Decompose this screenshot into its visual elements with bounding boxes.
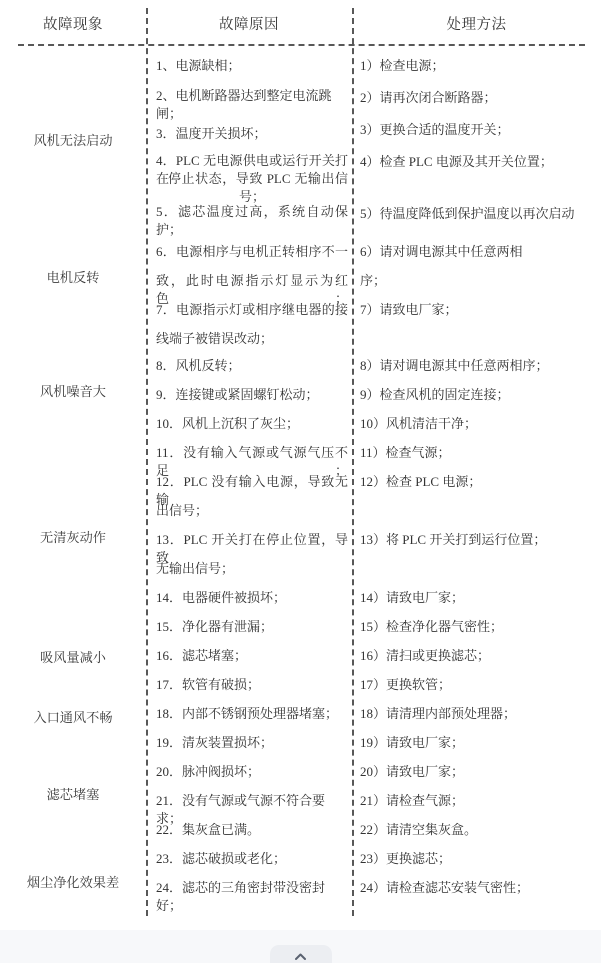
cause-line: 12．PLC 没有输入电源，导致无输: [156, 474, 348, 507]
cause-line: 18．内部不锈钢预处理器堵塞；: [156, 706, 339, 721]
cause-line: 护；: [156, 222, 183, 237]
remedy-line: 3）更换合适的温度开关；: [360, 122, 510, 137]
cause-line: 无输出信号；: [156, 561, 235, 576]
cause-line: 3．温度开关损坏；: [156, 126, 267, 141]
remedy-line: 11）检查气源；: [360, 445, 451, 460]
remedy-line: 序；: [360, 273, 387, 288]
remedy-line: 8）请对调电源其中任意两相序；: [360, 358, 549, 373]
remedy-line: 5）待温度降低到保护温度以再次启动: [360, 206, 575, 221]
remedy-line: 4）检查 PLC 电源及其开关位置；: [360, 154, 553, 169]
column-header-remedy: 处理方法: [446, 17, 507, 33]
cause-line: 14．电器硬件被损坏；: [156, 590, 287, 605]
page-footer-area: [0, 930, 601, 963]
remedy-line: 16）清扫或更换滤芯；: [360, 648, 491, 663]
cause-line: 5．滤芯温度过高，系统自动保: [156, 204, 348, 219]
cause-line: 出信号；: [156, 503, 209, 518]
remedy-line: 14）请致电厂家；: [360, 590, 465, 605]
phenomenon-label: 烟尘净化效果差: [26, 875, 120, 890]
column-header-cause: 故障原因: [219, 17, 279, 33]
cause-line: 13．PLC 开关打在停止位置，导致: [156, 532, 348, 565]
remedy-line: 2）请再次闭合断路器；: [360, 90, 497, 105]
remedy-line: 13）将 PLC 开关打到运行位置；: [360, 532, 547, 547]
phenomenon-label: 吸风量减小: [40, 650, 106, 665]
remedy-line: 15）检查净化器气密性；: [360, 619, 504, 634]
cause-line: 22．集灰盒已满。: [156, 822, 261, 837]
remedy-line: 19）请致电厂家；: [360, 735, 465, 750]
column-header-phenomenon: 故障现象: [43, 17, 103, 33]
cause-line: 1、电源缺相；: [156, 58, 241, 73]
phenomenon-label: 电机反转: [46, 270, 100, 285]
cause-line: 2、电机断路器达到整定电流跳: [156, 88, 332, 103]
remedy-line: 1）检查电源；: [360, 58, 445, 73]
column-separator-1: [146, 8, 148, 916]
cause-line: 21．没有气源或气源不符合要求；: [156, 793, 326, 826]
remedy-line: 22）请清空集灰盒。: [360, 822, 478, 837]
phenomenon-label: 风机无法启动: [33, 133, 113, 148]
remedy-line: 24）请检查滤芯安装气密性；: [360, 880, 530, 895]
cause-line: 致，此时电源指示灯显示为红色；: [156, 273, 348, 306]
cause-line: 20．脉冲阀损坏；: [156, 764, 261, 779]
cause-line: 9．连接键或紧固螺钉松动；: [156, 387, 319, 402]
chevron-up-icon: [295, 953, 306, 960]
cause-line: 11．没有输入气源或气源气压不足；: [156, 445, 348, 478]
cause-line: 闸；: [156, 106, 183, 121]
back-to-top-button[interactable]: [270, 945, 332, 963]
remedy-line: 20）请致电厂家；: [360, 764, 465, 779]
cause-line: 8．风机反转；: [156, 358, 241, 373]
cause-line: 线端子被错误改动；: [156, 331, 274, 346]
remedy-line: 10）风机清洁干净；: [360, 416, 478, 431]
cause-line: 停止状态，导致 PLC 无输出信: [168, 171, 348, 186]
cause-line: 10．风机上沉积了灰尘；: [156, 416, 300, 431]
cause-line: 15．净化器有泄漏；: [156, 619, 274, 634]
cause-line: 16．滤芯堵塞；: [156, 648, 248, 663]
cause-line: 19．清灰装置损坏；: [156, 735, 274, 750]
cause-line: 4．PLC 无电源供电或运行开关打在: [156, 153, 348, 186]
cause-line: 号；: [238, 189, 265, 204]
remedy-line: 7）请致电厂家；: [360, 302, 458, 317]
remedy-line: 6）请对调电源其中任意两相: [360, 244, 523, 259]
cause-line: 23．滤芯破损或老化；: [156, 851, 287, 866]
phenomenon-label: 入口通风不畅: [33, 710, 113, 725]
remedy-line: 17）更换软管；: [360, 677, 452, 692]
phenomenon-label: 滤芯堵塞: [46, 787, 100, 802]
cause-line: 24．滤芯的三角密封带没密封好；: [156, 880, 326, 913]
remedy-line: 21）请检查气源；: [360, 793, 465, 808]
cause-line: 7．电源指示灯或相序继电器的接: [156, 302, 348, 317]
remedy-line: 18）请清理内部预处理器；: [360, 706, 517, 721]
cause-line: 17．软管有破损；: [156, 677, 261, 692]
column-separator-2: [352, 8, 354, 916]
remedy-line: 12）检查 PLC 电源；: [360, 474, 482, 489]
table-header-row: [0, 13, 601, 43]
phenomenon-label: 风机噪音大: [40, 384, 106, 399]
header-separator: [18, 44, 585, 46]
phenomenon-label: 无清灰动作: [40, 530, 106, 545]
remedy-line: 9）检查风机的固定连接；: [360, 387, 510, 402]
cause-line: 6．电源相序与电机正转相序不一: [156, 244, 348, 259]
remedy-line: 23）更换滤芯；: [360, 851, 452, 866]
